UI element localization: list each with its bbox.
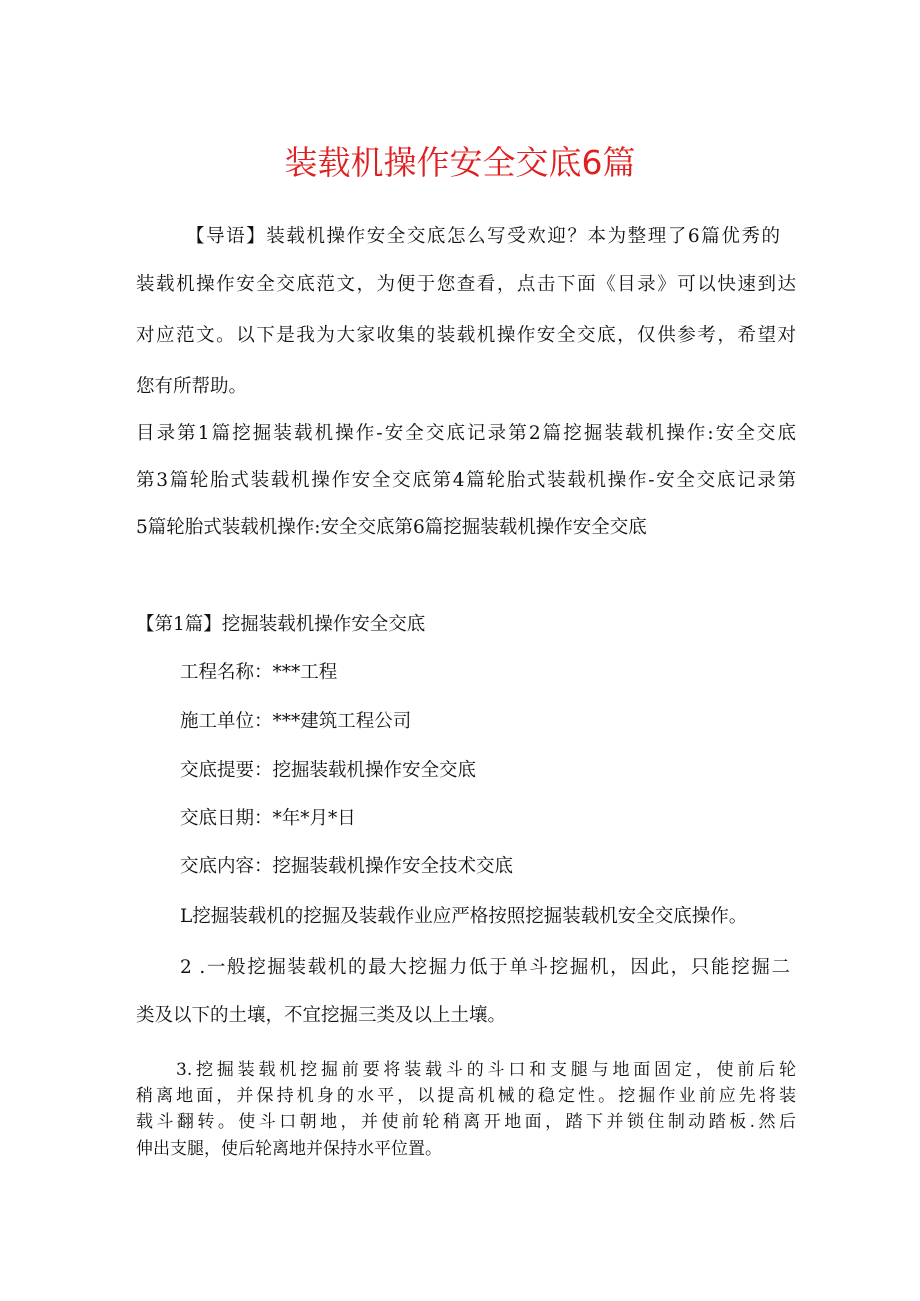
handover-content: 交底内容：挖掘装载机操作安全技术交底 xyxy=(180,856,514,877)
item-2-line-1: 2 .一般挖掘装载机的最大挖掘力低于单斗挖掘机，因此，只能挖掘二 xyxy=(180,957,790,978)
item-3-line-1: 3.挖掘装载机挖掘前要将装载斗的斗口和支腿与地面固定，使前后轮 xyxy=(176,1060,796,1080)
intro-line-1: 【导语】装载机操作安全交底怎么写受欢迎？本为整理了6篇优秀的 xyxy=(186,226,780,247)
item-1: L挖掘装载机的挖掘及装载作业应严格按照挖掘装载机安全交底操作。 xyxy=(180,906,748,927)
item-3-line-4: 伸出支腿，使后轮离地并保持水平位置。 xyxy=(136,1139,442,1159)
handover-date: 交底日期：*年*月*日 xyxy=(180,808,356,829)
construction-unit: 施工单位：***建筑工程公司 xyxy=(180,711,412,732)
item-3-line-2: 稍离地面，并保持机身的水平，以提高机械的稳定性。挖掘作业前应先将装 xyxy=(136,1086,796,1106)
intro-line-3: 对应范文。以下是我为大家收集的装载机操作安全交底，仅供参考，希望对 xyxy=(136,325,796,346)
document-title: 装载机操作安全交底6篇 xyxy=(284,143,636,182)
section-heading: 【第1篇】挖掘装载机操作安全交底 xyxy=(136,614,426,635)
item-3-line-3: 载斗翻转。使斗口朝地，并使前轮稍离开地面，踏下并锁住制动踏板.然后 xyxy=(136,1112,796,1132)
handover-summary: 交底提要：挖掘装载机操作安全交底 xyxy=(180,760,477,781)
toc-line-3: 5篇轮胎式装载机操作:安全交底第6篇挖掘装载机操作安全交底 xyxy=(136,517,647,538)
item-2-line-2: 类及以下的土壤，不宜挖掘三类及以上土壤。 xyxy=(136,1005,507,1026)
toc-line-2: 第3篇轮胎式装载机操作安全交底第4篇轮胎式装载机操作-安全交底记录第 xyxy=(136,470,796,491)
project-name: 工程名称：***工程 xyxy=(180,662,338,683)
intro-line-2: 装载机操作安全交底范文，为便于您查看，点击下面《目录》可以快速到达 xyxy=(136,274,796,295)
intro-line-4: 您有所帮助。 xyxy=(136,376,248,397)
toc-line-1: 目录第1篇挖掘装载机操作-安全交底记录第2篇挖掘装载机操作:安全交底 xyxy=(136,423,796,444)
